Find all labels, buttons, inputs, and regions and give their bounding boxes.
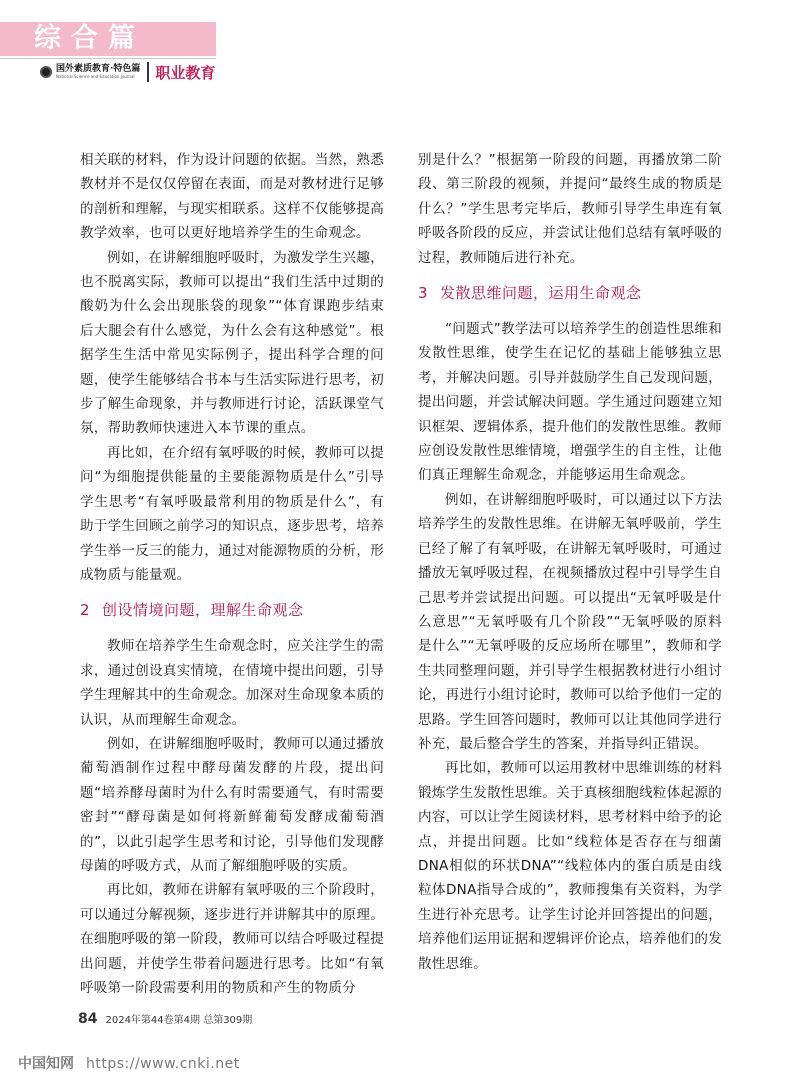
journal-name-main: 国外素质教育·特色篇 bbox=[56, 64, 141, 74]
journal-name-sub: National Science and Education Journal bbox=[56, 74, 135, 79]
body-paragraph: 教师在培养学生生命观念时，应关注学生的需求，通过创设真实情境，在情境中提出问题，引导学生理解其中的生命观念。加深对生命现象本质的认识，从而理解生命观念。 bbox=[80, 638, 384, 728]
cnki-logo: 中国知网 bbox=[18, 1056, 74, 1072]
cnki-url: https://www.cnki.net bbox=[86, 1056, 240, 1072]
section-number: 3 bbox=[418, 284, 429, 303]
section-heading-text: 创设情境问题，理解生命观念 bbox=[102, 601, 304, 620]
journal-logo-icon bbox=[40, 66, 52, 78]
header-rule bbox=[0, 58, 216, 59]
journal-name bbox=[56, 65, 140, 79]
body-paragraph: 例如，在讲解细胞呼吸时，可以通过以下方法培养学生的发散性思维。在讲解无氧呼吸前，学生已经了解了有氧呼吸，在讲解无氧呼吸时，可通过播放无氧呼吸过程，在视频播放过程中引导学生自己思考并尝试提出问题。可以提出“无氧呼吸是什么意思”“无氧呼吸有几个阶段”“无氧呼吸的原料是什么”“无氧呼吸的反应场所在哪里”，教师和学生共同整理问题，并引导学生根据教材进行小组讨论，再进行小组讨论时，教师可以给予他们一定的思路。学生回答问题时，教师可以让其他同学进行补充，最后整合学生的答案，并指导纠正错误。 bbox=[418, 491, 722, 752]
left-column bbox=[80, 148, 384, 1000]
column-tag: 职业教育 bbox=[155, 63, 216, 82]
page-footer bbox=[78, 1011, 252, 1027]
right-column bbox=[418, 148, 722, 976]
section-heading bbox=[80, 598, 384, 622]
body-paragraph: 再比如，在介绍有氧呼吸的时候，教师可以提问“为细胞提供能量的主要能源物质是什么”引导学生思考“有氧呼吸最常利用的物质是什么”，有助于学生回顾之前学习的知识点，逐步思考，培养学生举一反三的能力，通过对能源物质的分析，形成物质与能量观。 bbox=[80, 444, 384, 583]
section-heading bbox=[418, 281, 722, 305]
body-paragraph: 例如，在讲解细胞呼吸时，为激发学生兴趣，也不脱离实际，教师可以提出“我们生活中过期的酸奶为什么会出现胀袋的现象”“体育课跑步结束后大腿会有什么感觉，为什么会有这种感觉”。根据学生生活中常见实际例子，提出科学合理的问题，使学生能够结合书本与生活实际进行思考，初步了解生命现象，并与教师进行讨论，活跃课堂气氛，帮助教师快速进入本节课的重点。 bbox=[80, 249, 384, 437]
section-heading-text: 发散思维问题，运用生命观念 bbox=[440, 284, 642, 303]
body-paragraph: 再比如，教师可以运用教材中思维训练的材料锻炼学生发散性思维。关于真核细胞线粒体起源的内容，可以让学生阅读材料，思考材料中给予的论点，并提出问题。比如“线粒体是否存在与细菌DNA相似的环状DNA”“线粒体内的蛋白质是由线粒体DNA指导合成的”，教师搜集有关资料，为学生进行补充思考。让学生讨论并回答提出的问题，培养他们运用证据和逻辑评价论点，培养他们的发散性思维。 bbox=[418, 760, 722, 972]
body-paragraph: 再比如，教师在讲解有氧呼吸的三个阶段时，可以通过分解视频，逐步进行并讲解其中的原理。在细胞呼吸的第一阶段，教师可以结合呼吸过程提出问题，并使学生带着问题进行思考。比如“有氧呼吸第一阶段需要利用的物质和产生的物质分 bbox=[80, 882, 384, 996]
journal-brand bbox=[40, 60, 215, 84]
issue-info: 2024年第44卷第4期 总第309期 bbox=[105, 1015, 253, 1026]
brand-divider bbox=[147, 62, 149, 82]
body-paragraph: 例如，在讲解细胞呼吸时，教师可以通过播放葡萄酒制作过程中酵母菌发酵的片段，提出问题“培养酵母菌时为什么有时需要通气，有时需要密封”“酵母菌是如何将新鲜葡萄发酵成葡萄酒的”，以此引起学生思考和讨论，引导他们发现酵母菌的呼吸方式，从而了解细胞呼吸的实质。 bbox=[80, 735, 384, 874]
body-paragraph: “问题式”教学法可以培养学生的创造性思维和发散性思维，使学生在记忆的基础上能够独立思考，并解决问题。引导并鼓励学生自己发现问题，提出问题，并尝试解决问题。学生通过问题建立知识框架、逻辑体系，提升他们的发散性思维。教师应创设发散性思维情境，增强学生的自主性，让他们真正理解生命观念，并能够运用生命观念。 bbox=[418, 321, 722, 484]
section-banner bbox=[0, 22, 216, 56]
body-paragraph: 相关联的材料，作为设计问题的依据。当然，熟悉教材并不是仅仅停留在表面，而是对教材进行足够的剖析和理解，与现实相联系。这样不仅能够提高教学效率，也可以更好地培养学生的生命观念。 bbox=[80, 152, 384, 242]
cnki-watermark bbox=[18, 1053, 240, 1073]
section-number: 2 bbox=[80, 601, 91, 620]
section-title: 综合篇 bbox=[34, 23, 145, 54]
page-number: 84 bbox=[78, 1011, 98, 1027]
body-paragraph: 别是什么？”根据第一阶段的问题，再播放第二阶段、第三阶段的视频，并提问“最终生成的物质是什么？”学生思考完毕后，教师引导学生串连有氧呼吸各阶段的反应，并尝试让他们总结有氧呼吸的过程，教师随后进行补充。 bbox=[418, 152, 722, 266]
